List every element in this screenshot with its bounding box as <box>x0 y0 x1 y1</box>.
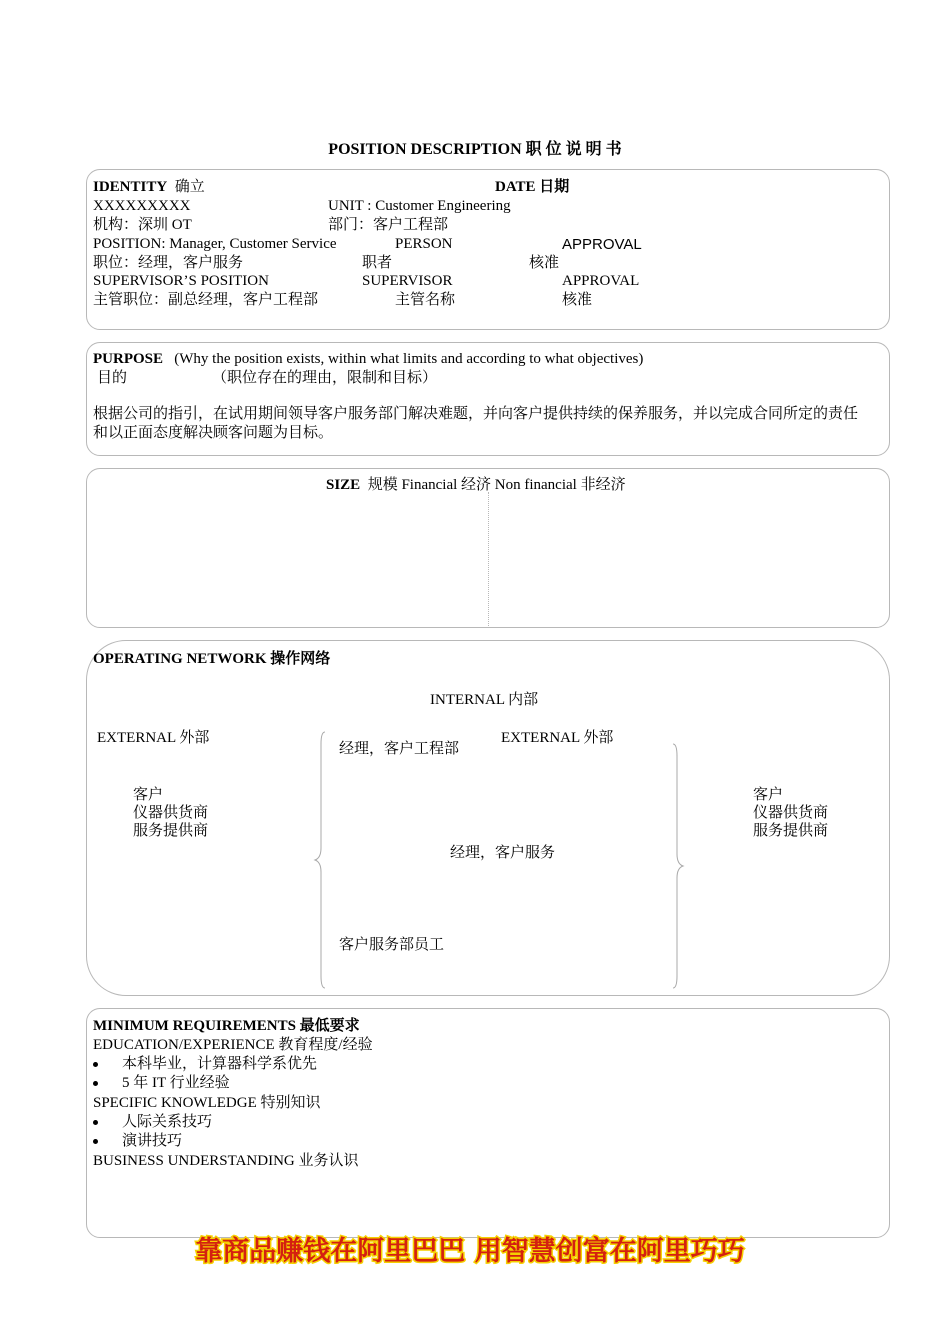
bullet-icon <box>93 1139 98 1144</box>
left-item: 客户 <box>133 787 164 803</box>
bullet-icon <box>93 1120 98 1125</box>
supervisor-label: SUPERVISOR <box>362 273 453 289</box>
size-rest: 规模 Financial 经济 Non financial 非经济 <box>367 477 626 493</box>
education-item: 5 年 IT 行业经验 <box>122 1075 230 1091</box>
purpose-body-line2: 和以正面态度解决顾客问题为目标。 <box>93 425 334 441</box>
supervisor-position-cn: 主管职位：副总经理，客户工程部 <box>93 292 319 308</box>
size-heading: SIZE <box>326 477 361 493</box>
approval-label: APPROVAL <box>562 236 642 253</box>
purpose-heading: PURPOSE <box>93 351 164 367</box>
size-heading-line <box>326 476 626 495</box>
org-cn: 机构：深圳 OT <box>93 217 192 233</box>
left-item: 服务提供商 <box>133 823 209 839</box>
watermark-text: 靠商品赚钱在阿里巴巴 用智慧创富在阿里巧巧 <box>195 1236 745 1267</box>
knowledge-item: 演讲技巧 <box>122 1133 183 1149</box>
size-divider <box>488 492 489 628</box>
requirements-heading: MINIMUM REQUIREMENTS 最低要求 <box>93 1018 360 1034</box>
purpose-heading-line <box>93 350 643 369</box>
identity-heading-line <box>93 178 205 197</box>
dept-cn: 部门：客户工程部 <box>328 217 449 233</box>
person-label: PERSON <box>395 236 453 252</box>
external-right-label: EXTERNAL 外部 <box>501 730 614 746</box>
org-code: XXXXXXXXX <box>93 198 191 214</box>
purpose-heading-cn: 目的 <box>97 370 128 386</box>
center-role: 经理，客户服务 <box>450 845 556 861</box>
left-brace <box>312 730 328 990</box>
position-label: POSITION: Manager, Customer Service <box>93 236 337 252</box>
person-cn: 职者 <box>362 255 393 271</box>
external-left-label: EXTERNAL 外部 <box>97 730 210 746</box>
knowledge-label: SPECIFIC KNOWLEDGE 特别知识 <box>93 1095 321 1111</box>
bullet-icon <box>93 1081 98 1086</box>
supervisor-position-label: SUPERVISOR’S POSITION <box>93 273 269 289</box>
internal-label: INTERNAL 内部 <box>430 692 539 708</box>
date-label: DATE 日期 <box>495 179 570 195</box>
position-cn: 职位：经理，客户服务 <box>93 255 244 271</box>
knowledge-item: 人际关系技巧 <box>122 1114 213 1130</box>
approval2-label: APPROVAL <box>562 273 640 289</box>
purpose-description-cn: （职位存在的理由，限制和目标） <box>212 370 438 386</box>
right-brace <box>670 742 686 990</box>
bottom-role: 客户服务部员工 <box>339 937 445 953</box>
network-heading: OPERATING NETWORK 操作网络 <box>93 651 331 667</box>
approval2-cn: 核准 <box>562 292 593 308</box>
left-item: 仪器供货商 <box>133 805 209 821</box>
identity-heading-cn: 确立 <box>174 179 205 195</box>
approval-cn: 核准 <box>529 255 560 271</box>
bullet-icon <box>93 1062 98 1067</box>
right-item: 仪器供货商 <box>753 805 829 821</box>
purpose-description: (Why the position exists, within what limits and according to what objectives) <box>174 351 644 367</box>
watermark-banner <box>140 1232 800 1272</box>
identity-heading: IDENTITY <box>93 179 168 195</box>
purpose-body-line1: 根据公司的指引，在试用期间领导客户服务部门解决难题，并向客户提供持续的保养服务，并以完成合同所定的责任 <box>93 406 859 422</box>
right-item: 服务提供商 <box>753 823 829 839</box>
supervisor-name-cn: 主管名称 <box>395 292 456 308</box>
unit-label: UNIT : Customer Engineering <box>328 198 511 214</box>
business-label: BUSINESS UNDERSTANDING 业务认识 <box>93 1153 359 1169</box>
education-label: EDUCATION/EXPERIENCE 教育程度/经验 <box>93 1037 373 1053</box>
right-item: 客户 <box>753 787 784 803</box>
education-item: 本科毕业，计算器科学系优先 <box>122 1056 318 1072</box>
document-title: POSITION DESCRIPTION 职 位 说 明 书 <box>328 141 622 158</box>
top-role: 经理，客户工程部 <box>339 741 460 757</box>
